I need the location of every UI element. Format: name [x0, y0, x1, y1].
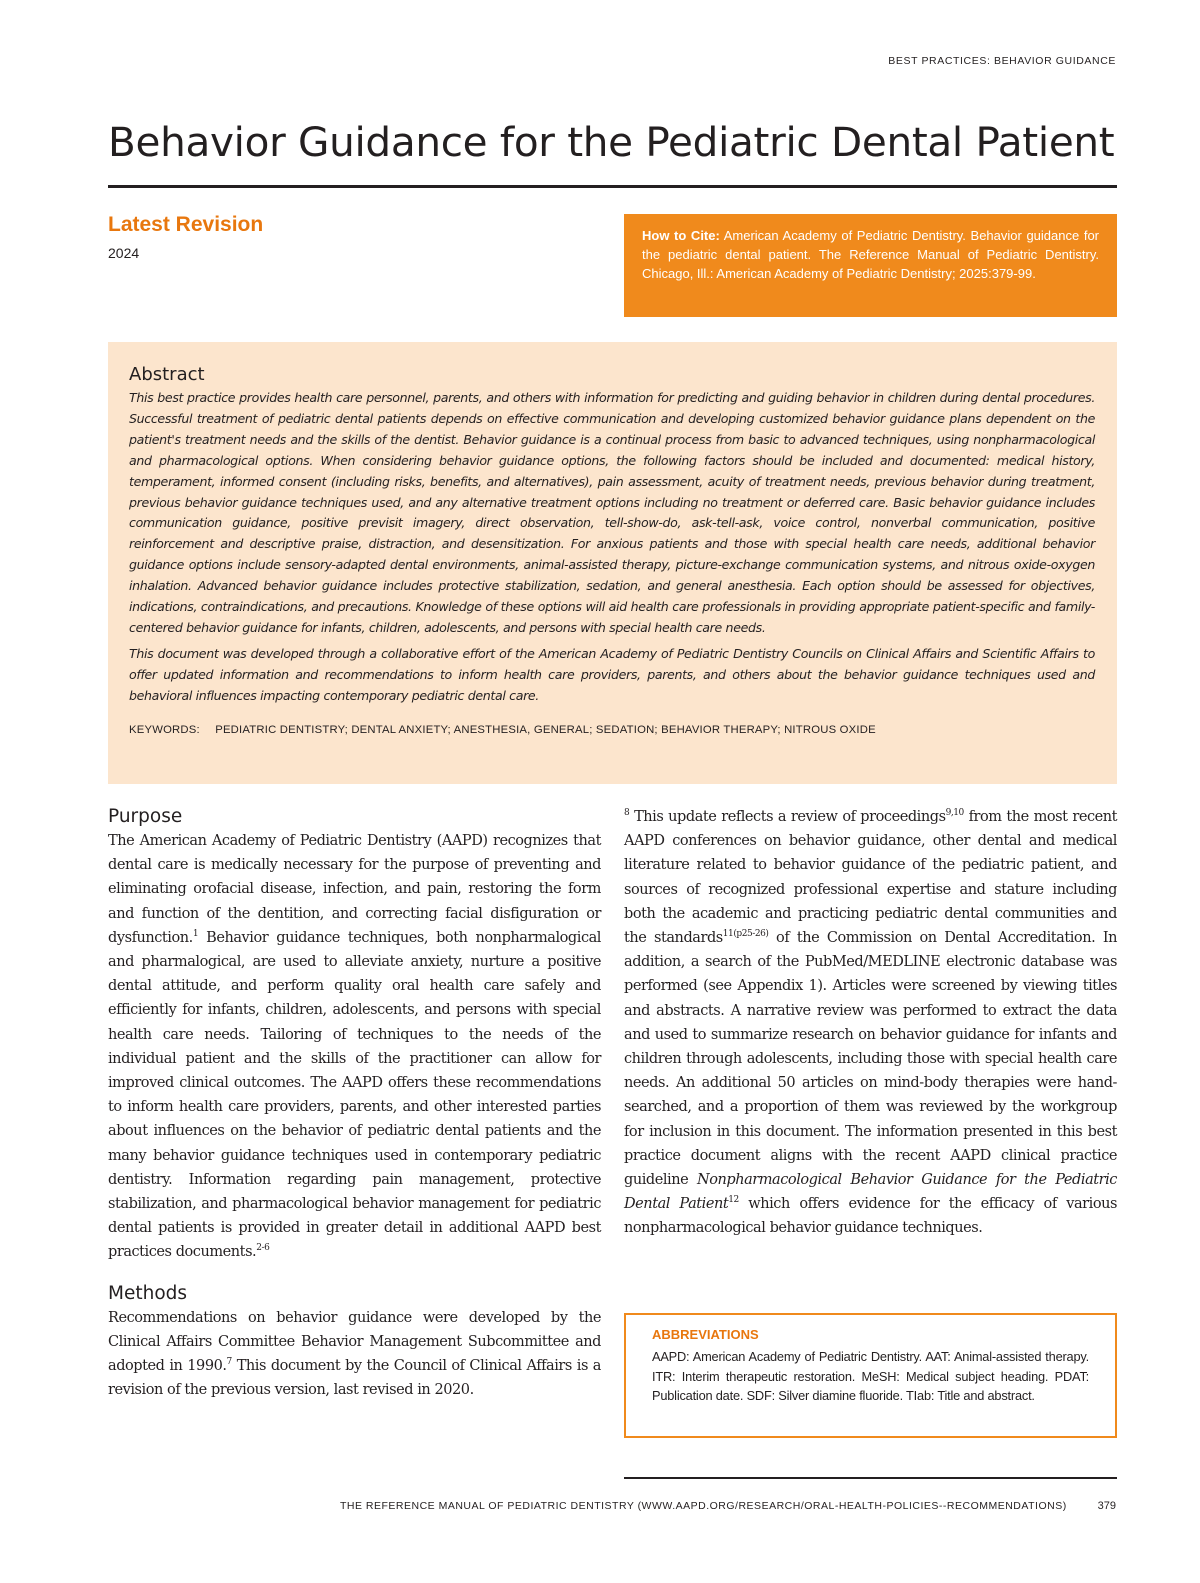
keywords-label: KEYWORDS:	[129, 723, 200, 736]
citation-sup: 9,10	[945, 808, 964, 819]
title-divider	[108, 185, 1117, 188]
abstract-heading: Abstract	[129, 364, 205, 385]
purpose-text-a: The American Academy of Pediatric Dentistry (AAPD) recognizes that dental care is medically necessary for the purpose of preventing and eliminating orofacial disease, infection, and pain, restoring the form and function of the dentition, and correcting facial disfiguration or dysfunction.	[108, 833, 601, 946]
abstract-paragraph-1: This best practice provides health care personnel, parents, and others with information for predicting and guiding behavior in children during dental procedures. Successful treatment of pediatric dental patients depends on effective communication and developing customized behavior guidance plans dependent on the patient's treatment needs and the skills of the dentist. Behavior guidance is a continual process from basic to advanced techniques, using nonpharmacological and pharmacological options. When considering behavior guidance options, the following factors should be included and documented: medical history, temperament, informed consent (including risks, benefits, and alternatives), pain assessment, acuity of treatment needs, previous behavior during treatment, previous behavior guidance techniques used, and any alternative treatment options including no treatment or deferred care. Basic behavior guidance includes communication guidance, positive previsit imagery, direct observation, tell-show-do, ask-tell-ask, voice control, nonverbal communication, positive reinforcement and descriptive praise, distraction, and desensitization. For anxious patients and those with special health care needs, additional behavior guidance options include sensory-adapted dental environments, animal-assisted therapy, picture-exchange communication systems, and nitrous oxide-oxygen inhalation. Advanced behavior guidance includes protective stabilization, sedation, and general anesthesia. Each option should be assessed for objectives, indications, contraindications, and precautions. Knowledge of these options will aid health care professionals in providing appropriate patient-specific and family-centered behavior guidance for infants, children, adolescents, and persons with special health care needs.	[129, 390, 1095, 635]
purpose-heading: Purpose	[108, 806, 183, 827]
methods-text-d: from the most recent AAPD conferences on behavior guidance, other dental and medical literature related to behavior guidance of the pediatric patient, and sources of recognized professional expertise and stature including both the academic and practicing pediatric dental communities and the standards	[624, 809, 1118, 947]
citation-sup: 1	[192, 928, 199, 939]
abbreviations-box	[624, 1313, 1117, 1438]
keywords	[129, 724, 1095, 736]
citation-sup: 2-6	[256, 1243, 270, 1254]
right-column	[624, 805, 1117, 1241]
page-number: 379	[1097, 1500, 1116, 1512]
purpose-text-b: Behavior guidance techniques, both nonpharmalogical and pharmalogical, are used to alleviate anxiety, nurture a positive dental attitude, and perform quality oral health care safely and efficiently for infants, children, adolescents, and persons with special health care needs. Tailoring of techniques to the needs of the individual patient and the skills of the practitioner can allow for improved clinical outcomes. The AAPD offers these recommendations to inform health care providers, parents, and other interested parties about influences on the behavior of pediatric dental patients and the many behavior guidance techniques used in contemporary pediatric dentistry. Information regarding pain management, protective stabilization, and pharmacological behavior management for pediatric dental patients is provided in greater detail in additional AAPD best practices documents.	[108, 929, 601, 1261]
methods-heading: Methods	[108, 1282, 188, 1304]
methods-text-a: Recommendations on behavior guidance were developed by the Clinical Affairs Committee Behavior Management Subcommittee and adopted in 1990.	[108, 1309, 601, 1375]
guideline-title: Nonpharmacological Behavior Guidance for the Pediatric Dental Patient	[624, 1172, 1117, 1213]
citation-text: American Academy of Pediatric Dentistry. Behavior guidance for the pediatric dental patient. The Reference Manual of Pediatric Dentistry. Chicago, Ill.: American Academy of Pediatric Dentistry; 2025:379-99.	[642, 228, 1099, 281]
abstract-paragraph-2: This document was developed through a collaborative effort of the American Academy of Pediatric Dentistry Councils on Clinical Affairs and Scientific Affairs to offer updated information and recommendations to inform health care providers, parents, and others about the behavior guidance techniques used and behavioral influences impacting contemporary pediatric dental care.	[129, 645, 1095, 703]
footer-text: THE REFERENCE MANUAL OF PEDIATRIC DENTISTRY (WWW.AAPD.ORG/RESEARCH/ORAL-HEALTH-POLICIES--RECOMMENDATIONS)	[340, 1500, 1067, 1512]
running-head: BEST PRACTICES: BEHAVIOR GUIDANCE	[888, 55, 1116, 67]
keywords-list: PEDIATRIC DENTISTRY; DENTAL ANXIETY; ANESTHESIA, GENERAL; SEDATION; BEHAVIOR THERAPY; NITROUS OXIDE	[215, 723, 876, 736]
citation-sup: 7	[226, 1357, 232, 1368]
revision-year: 2024	[108, 245, 140, 261]
citation-sup: 12	[728, 1195, 739, 1206]
abstract-box	[108, 342, 1117, 784]
purpose-paragraph	[108, 829, 601, 1265]
methods-paragraph-start	[108, 1306, 601, 1403]
citation-sup: 8	[624, 808, 630, 819]
methods-paragraph-continued	[624, 805, 1117, 1241]
abbreviations-heading: ABBREVIATIONS	[652, 1327, 759, 1342]
methods-text-f: which offers evidence for the efficacy of various nonpharmacological behavior guidance techniques.	[624, 1196, 1117, 1237]
abbreviations-text: AAPD: American Academy of Pediatric Dentistry. AAT: Animal-assisted therapy. ITR: Interim therapeutic restoration. MeSH: Medical subject heading. PDAT: Publication date. SDF: Silver diamine fluoride. TIab: Title and abstract.	[652, 1349, 1089, 1404]
footer-divider	[624, 1477, 1117, 1479]
methods-text-b: This document by the Council of Clinical Affairs is a revision of the previous version, last revised in 2020.	[108, 1358, 601, 1399]
citation-sup: 11(p25-26)	[722, 929, 769, 940]
citation-label: How to Cite:	[642, 228, 720, 243]
revision-label: Latest Revision	[108, 213, 264, 236]
methods-text-c: This update reflects a review of proceedings	[629, 809, 946, 825]
page-title: Behavior Guidance for the Pediatric Dental Patient	[108, 118, 1115, 166]
methods-text-e: of the Commission on Dental Accreditation. In addition, a search of the PubMed/MEDLINE electronic database was performed (see Appendix 1). Articles were screened by viewing titles and abstracts. A narrative review was performed to extract the data and used to summarize research on behavior guidance for infants and children through adolescents, including those with special health care needs. An additional 50 articles on mind-body therapies were hand-searched, and a proportion of them was reviewed by the workgroup for inclusion in this document. The information presented in this best practice document aligns with the recent AAPD clinical practice guideline	[624, 930, 1117, 1189]
left-column	[108, 805, 601, 1402]
citation-box	[624, 214, 1117, 317]
